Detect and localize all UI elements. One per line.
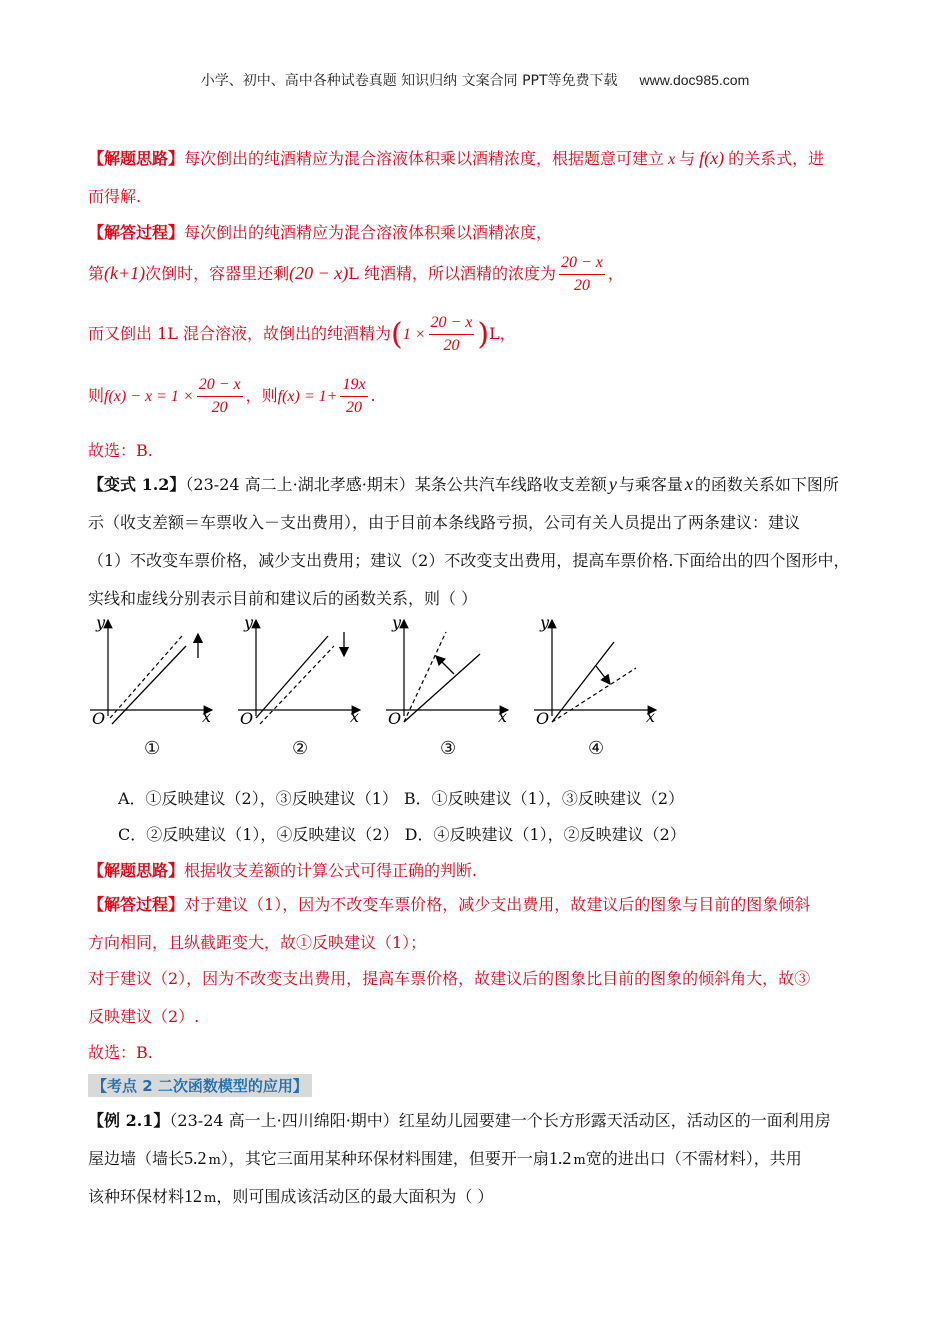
text: 的函数关系如下图所 <box>694 475 839 494</box>
x-label: x <box>646 707 656 726</box>
math-k: (k+1) <box>104 263 146 283</box>
origin-label: O <box>92 709 106 728</box>
process2-line-2: 方向相同，且纵截距变大，故①反映建议（1）； <box>88 933 427 952</box>
proposed-line <box>260 646 334 724</box>
text: 每次倒出的纯酒精应为混合溶液体积乘以酒精浓度，根据题意可建立 <box>184 149 665 168</box>
math: f(x) − x = 1 × <box>104 388 194 405</box>
text: . <box>370 386 376 405</box>
current-line <box>404 654 480 722</box>
question-line-3: （1）不改变车票价格，减少支出费用；建议（2）不改变支出费用，提高车票价格.下面给出的四个图形中， <box>88 551 850 570</box>
x-label: x <box>202 707 212 726</box>
answer-2: 故选：B. <box>88 1043 153 1062</box>
math: 1 × <box>402 326 426 343</box>
fraction-eq1 <box>197 374 243 419</box>
paren-right: ) <box>477 317 490 352</box>
current-line <box>112 646 186 724</box>
process-line-3 <box>88 312 516 357</box>
text: L 纯酒精，所以酒精的浓度为 <box>348 264 556 283</box>
text: 则 <box>88 386 105 405</box>
text: 与乘客量 <box>618 475 683 494</box>
graph-1-label: ① <box>144 738 161 759</box>
text: ，则可围成该活动区的最大面积为（ ） <box>216 1187 494 1206</box>
text: 次倒时，容器里还剩 <box>145 264 290 283</box>
numerator: 20 − x <box>197 374 243 397</box>
tag-idea: 【解题思路】 <box>88 861 185 880</box>
tag-process: 【解答过程】 <box>88 223 185 242</box>
tag-idea: 【解题思路】 <box>88 149 185 168</box>
graph-1 <box>86 612 218 732</box>
answer-1: 故选：B. <box>88 441 153 460</box>
denominator: 20 <box>211 399 228 416</box>
graph-3 <box>382 612 514 732</box>
origin-label: O <box>536 709 550 728</box>
solution-idea-1 <box>88 146 824 169</box>
option-row-2 <box>118 822 686 845</box>
rotate-arrow <box>596 666 610 684</box>
numerator: 19x <box>340 374 367 397</box>
header-site: www.doc985.com <box>639 72 750 88</box>
math-amount: (20 − x) <box>289 263 349 283</box>
example-line-2 <box>88 1146 802 1169</box>
solution-process-2 <box>88 892 810 915</box>
x-label: x <box>498 707 508 726</box>
text: （23-24 高二上·湖北孝感·期末）某条公共汽车线路收支差额 <box>185 475 607 494</box>
tag-example: 【例 2.1】 <box>88 1111 170 1130</box>
math-x: x <box>668 151 676 168</box>
y-label: y <box>392 613 402 632</box>
question-line-2: 示（收支差额＝车票收入－支出费用），由于目前本条线路亏损，公司有关人员提出了两条建议：建议 <box>88 513 801 532</box>
text: 第 <box>88 264 105 283</box>
denominator: 20 <box>573 277 590 294</box>
graph-2-label: ② <box>292 738 309 759</box>
process2-line-4: 反映建议（2）. <box>88 1007 200 1026</box>
origin-label: O <box>388 709 402 728</box>
math-y: y <box>608 474 617 494</box>
y-label: y <box>96 613 106 632</box>
paren-left: ( <box>390 317 403 352</box>
y-label: y <box>540 613 550 632</box>
text: ），其它三面用某种环保材料围建，但要开一扇 <box>220 1149 549 1168</box>
denominator: 20 <box>345 399 362 416</box>
process2-line-3: 对于建议（2），因为不改变支出费用，提高车票价格，故建议后的图象比目前的图象的倾斜角大，故③ <box>88 969 811 988</box>
text: ， <box>607 264 624 283</box>
graph-4 <box>530 612 662 732</box>
unit: m <box>208 1153 221 1168</box>
solution-process-1 <box>88 220 552 243</box>
fraction-poured <box>429 312 475 357</box>
proposed-line <box>552 668 636 722</box>
graph-3-label: ③ <box>440 738 457 759</box>
x-label: x <box>350 707 360 726</box>
text: 对于建议（1），因为不改变车票价格，减少支出费用，故建议后的图象与目前的图象倾斜 <box>184 895 811 914</box>
rotate-arrow <box>436 656 454 674</box>
text: （23-24 高一上·四川绵阳·期中）红星幼儿园要建一个长方形露天活动区，活动区的一面利用房 <box>169 1111 831 1130</box>
text: 屋边墙（墙长 <box>88 1149 185 1168</box>
graph-2 <box>234 612 366 732</box>
math-fx: f(x) <box>699 148 725 168</box>
fraction-eq2 <box>340 374 367 419</box>
fraction-concentration <box>559 252 605 297</box>
tag-process: 【解答过程】 <box>88 895 185 914</box>
kaodian-label: 【考点 2 二次函数模型的应用】 <box>88 1074 312 1097</box>
graph-4-label: ④ <box>588 738 605 759</box>
text: ，则 <box>245 386 278 405</box>
unit: m <box>204 1191 217 1206</box>
proposed-line <box>110 636 182 718</box>
proposed-line <box>404 632 446 722</box>
numerator: 20 − x <box>429 312 475 335</box>
kaodian-heading <box>88 1074 312 1097</box>
text: 宽的进出口（不需材料），共用 <box>585 1149 802 1168</box>
text: 该种环保材料 <box>88 1187 185 1206</box>
example-line-1 <box>88 1108 831 1131</box>
page-header <box>0 70 950 90</box>
option-a[interactable]: A．①反映建议（2），③反映建议（1） <box>118 789 398 808</box>
denominator: 20 <box>443 337 460 354</box>
origin-label: O <box>240 709 254 728</box>
text: 每次倒出的纯酒精应为混合溶液体积乘以酒精浓度， <box>184 223 553 242</box>
option-row-1 <box>118 786 684 809</box>
text: 根据收支差额的计算公式可得正确的判断. <box>184 861 478 880</box>
tag-variant: 【变式 1.2】 <box>88 475 186 494</box>
solution-idea-2 <box>88 858 477 881</box>
text: L， <box>489 324 516 343</box>
y-label: y <box>244 613 254 632</box>
option-c[interactable]: C．②反映建议（1），④反映建议（2） <box>118 825 399 844</box>
solution-idea-1-cont: 而得解. <box>88 187 142 206</box>
option-b[interactable]: B．①反映建议（1），③反映建议（2） <box>403 789 685 808</box>
math-x: x <box>684 474 693 494</box>
value-material-length: 12 <box>184 1186 203 1206</box>
example-line-3 <box>88 1184 493 1207</box>
math: f(x) = 1+ <box>277 388 338 405</box>
process-line-4 <box>88 374 376 419</box>
text: 与 <box>679 149 696 168</box>
unit: m <box>573 1153 586 1168</box>
question-line-4: 实线和虚线分别表示目前和建议后的函数关系，则（ ） <box>88 589 478 608</box>
current-line <box>256 636 328 718</box>
question-line-1 <box>88 472 839 495</box>
value-wall-length: 5.2 <box>184 1148 207 1168</box>
text: 的关系式，进 <box>728 149 825 168</box>
value-door-width: 1.2 <box>548 1148 572 1168</box>
header-text: 小学、初中、高中各种试卷真题 知识归纳 文案合同 PPT等免费下载 <box>200 73 618 89</box>
text: 而又倒出 1L 混合溶液，故倒出的纯酒精为 <box>88 324 391 343</box>
numerator: 20 − x <box>559 252 605 275</box>
option-d[interactable]: D．④反映建议（1），②反映建议（2） <box>404 825 686 844</box>
process-line-2 <box>88 252 624 297</box>
